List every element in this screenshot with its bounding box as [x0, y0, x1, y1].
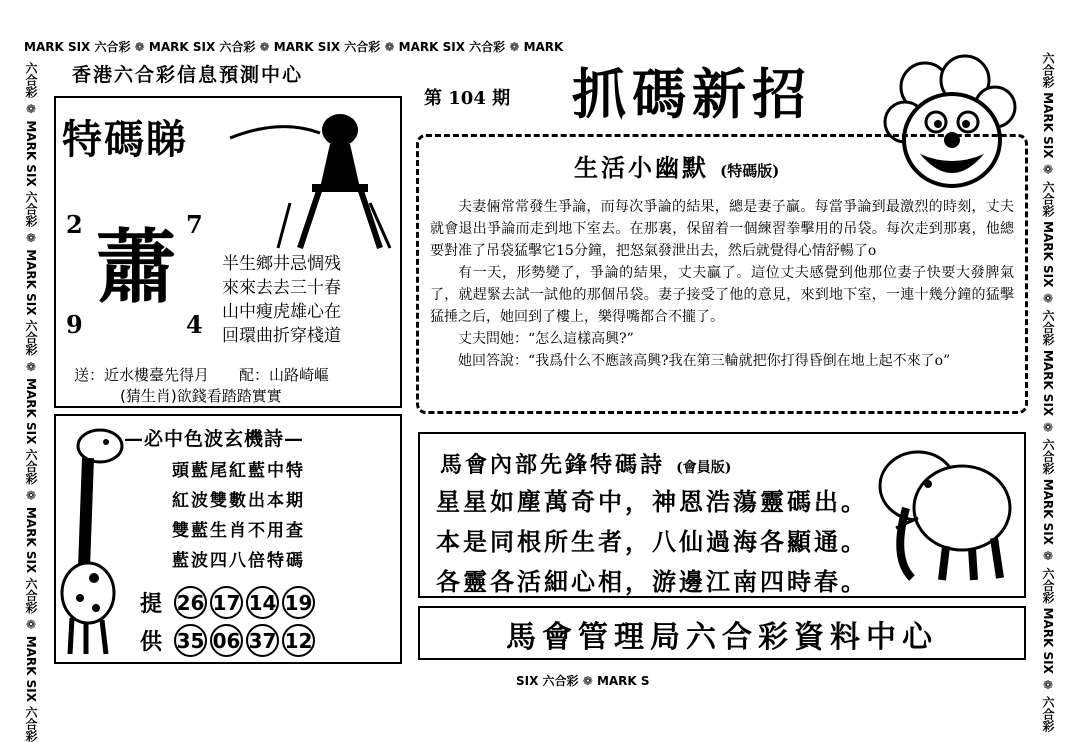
humor-subtitle: (特碼版) [720, 162, 780, 180]
elephant-illustration [876, 438, 1021, 583]
number-ball: 19 [282, 586, 315, 619]
humor-paragraph: 丈夫問她：“怎么這樣高興?” [458, 331, 634, 347]
wave-poem-line: 頭藍尾紅藍中特 [172, 461, 305, 481]
horse-poem-line: 本是同根所生者，八仙過海各顯通。 [436, 527, 868, 556]
tema-title: 特碼睇 [62, 116, 188, 163]
wave-row-2 [140, 624, 318, 657]
number-ball: 14 [246, 586, 279, 619]
wave-poem-line: 紅波雙數出本期 [172, 491, 305, 511]
giraffe-illustration [58, 418, 138, 658]
tema-number-4: 4 [186, 310, 203, 339]
tema-poem-line: 來來去去三十春 [222, 278, 341, 298]
footer-banner: 馬會管理局六合彩資料中心 [506, 620, 938, 655]
number-ball: 37 [246, 624, 279, 657]
tema-poem-line: 回環曲折穿棧道 [222, 326, 341, 346]
tema-guess-line: (猜生肖)欲錢看踏踏實實 [120, 387, 282, 405]
horse-poem [436, 482, 868, 602]
humor-title: 生活小幽默 [574, 153, 709, 182]
number-ball: 06 [210, 624, 243, 657]
horse-subtitle: (會員版) [676, 460, 732, 476]
tema-poem-line: 山中瘦虎雄心在 [222, 302, 341, 322]
wave-poem-line: 藍波四八倍特碼 [172, 551, 305, 571]
top-border-strip: MARK SIX 六合彩 ❁ MARK SIX 六合彩 ❁ MARK SIX 六合彩 ❁ MARK SIX 六合彩 ❁ MARK [24, 40, 564, 54]
horse-poem-line: 星星如塵萬奇中，神恩浩蕩靈碼出。 [436, 487, 868, 516]
dancer-illustration [220, 108, 398, 258]
wave-poem [172, 456, 305, 576]
tema-number-2: 7 [186, 210, 203, 239]
tema-big-char: 蕭 [96, 220, 176, 314]
tema-number-3: 9 [66, 310, 83, 339]
main-title: 抓碼新招 [572, 62, 812, 126]
wave-title: —必中色波玄機詩— [124, 428, 305, 450]
tema-number-1: 2 [66, 210, 83, 239]
humor-paragraph: 有一天，形勢變了，爭論的結果，丈夫贏了。這位丈夫感覺到他那位妻子快要大發脾氣了，就趕緊去試一試他的那個吊袋。妻子接受了他的意見，來到地下室，一連十幾分鐘的猛擊猛捶之后，她回到了樓上，樂得嘴都合不攏了。 [430, 265, 1014, 325]
wave-poem-line: 雙藍生肖不用查 [172, 521, 305, 541]
number-ball: 35 [174, 624, 207, 657]
bottom-border-strip: SIX 六合彩 ❁ MARK S [516, 674, 650, 688]
humor-paragraph: 夫妻倆常常發生爭論，而每次爭論的結果，總是妻子贏。每當爭論到最激烈的時刻，丈夫就會退出爭論而走到地下室去。在那裏，保留着一個練習拳擊用的吊袋。每次走到那裏，他總要對准了吊袋猛擊它15分鐘，把怒氣發泄出去，然后就覺得心情舒暢了o [430, 199, 1014, 259]
wave-row-2-label: 供 [140, 629, 163, 655]
humor-heading [574, 148, 779, 183]
horse-poem-line: 各靈各活細心相，游邊江南四時春。 [436, 567, 868, 596]
wave-row-1-label: 提 [140, 591, 163, 617]
horse-heading [440, 448, 731, 479]
tema-poem-line: 半生鄉井忌惆残 [222, 254, 341, 274]
tema-send-line: 送：近水樓臺先得月 配：山路崎嶇 [74, 366, 330, 384]
humor-text [430, 196, 1014, 372]
humor-paragraph: 她回答說：“我爲什么不應該高興?我在第三輪就把你打得昏倒在地上起不來了o” [458, 353, 951, 369]
right-border-strip: 六合彩 MARK SIX ❁ 六合彩 MARK SIX ❁ 六合彩 MARK SIX ❁ 六合彩 MARK SIX ❁ 六合彩 MARK SIX ❁ 六合彩 [1041, 52, 1055, 733]
tema-poem [222, 252, 341, 348]
center-name: 香港六合彩信息預測中心 [72, 64, 304, 86]
number-ball: 26 [174, 586, 207, 619]
left-border-strip: 六合彩 ❁ MARK SIX 六合彩 ❁ MARK SIX 六合彩 ❁ MARK SIX 六合彩 ❁ MARK SIX 六合彩 ❁ MARK SIX 六合彩 [24, 62, 38, 742]
issue-number: 第 104 期 [424, 88, 511, 109]
number-ball: 12 [282, 624, 315, 657]
horse-title: 馬會內部先鋒特碼詩 [440, 452, 666, 478]
wave-row-1 [140, 586, 318, 619]
number-ball: 17 [210, 586, 243, 619]
